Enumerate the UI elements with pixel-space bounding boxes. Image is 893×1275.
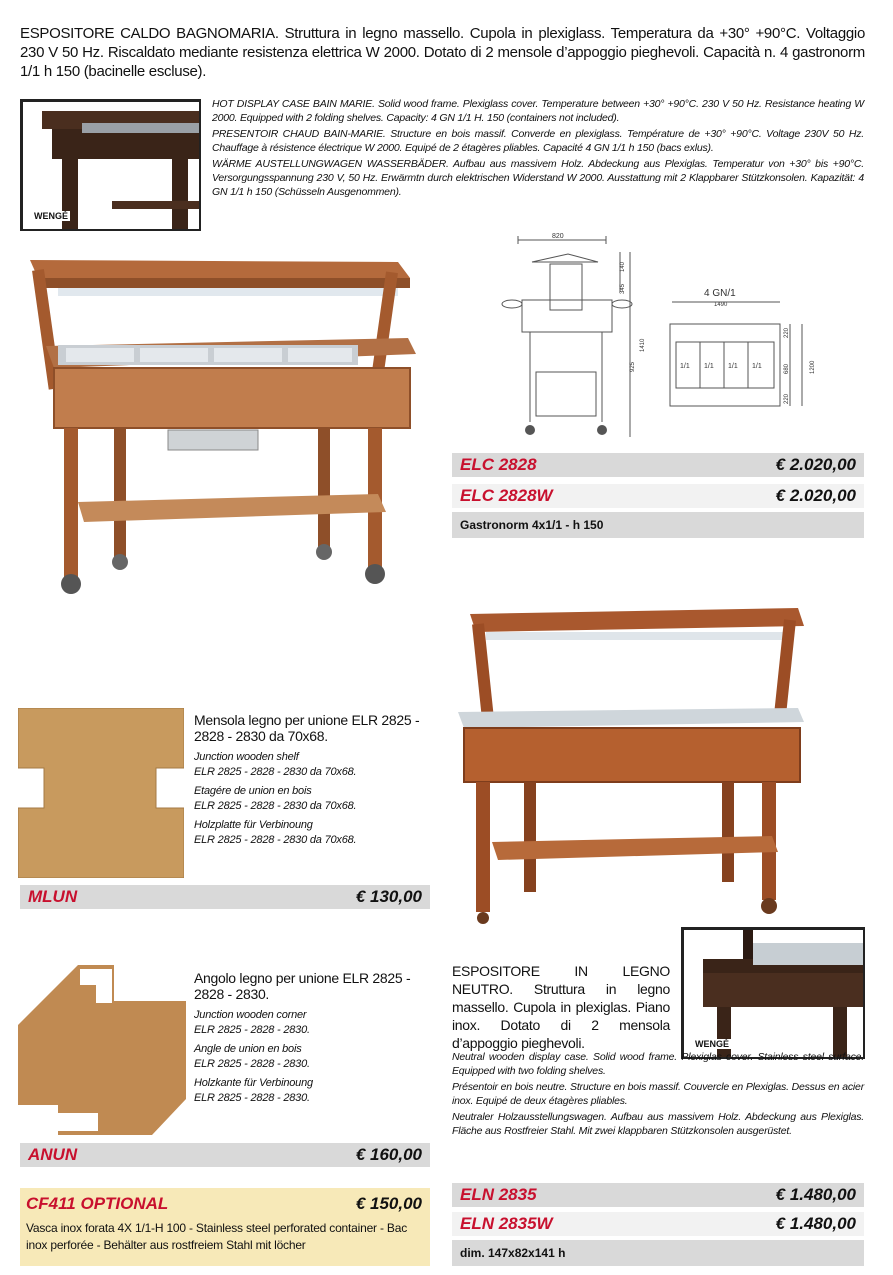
- junction-corner-image: [18, 965, 186, 1135]
- intro-translations: [212, 97, 864, 201]
- wenge-thumbnail-eln: [681, 927, 865, 1059]
- mlun-line: ELR 2825 - 2828 - 2830 da 70x68.: [194, 800, 357, 812]
- price-row-elc-2828w: [452, 484, 864, 508]
- anun-line: ELR 2825 - 2828 - 2830.: [194, 1092, 310, 1104]
- anun-line: Angle de union en bois: [194, 1043, 302, 1055]
- neutral-display-cart-image: [452, 604, 812, 924]
- dim-820: 820: [552, 233, 564, 240]
- product-code: MLUN: [28, 887, 78, 906]
- dim-220-bottom: 220: [784, 393, 790, 404]
- mlun-line: Etagére de union en bois: [194, 785, 312, 797]
- anun-line: ELR 2825 - 2828 - 2830.: [194, 1024, 310, 1036]
- price-row-eln-2835: [452, 1183, 864, 1207]
- elc-note: Gastronorm 4x1/1 - h 150: [460, 518, 604, 532]
- price-row-eln-2835w: [452, 1212, 864, 1236]
- dim-1410: 1410: [640, 338, 646, 352]
- dim-925: 925: [630, 361, 636, 372]
- translation-de: WÄRME AUSTELLUNGWAGEN WASSERBÄDER. Aufbau aus massivem Holz. Abdeckung aus Plexiglas. Temperatur von +30° bis +90°C. Versorgungsspannung 230 V, 50 Hz. Erwärmtn durch elektrischen Widerstand W 2000. Ausstattung mit 2 Klappbarer Stützkonsolen. Kapazität: 4 GN 1/1 h 150 (Schüsseln Ausgenommen).: [212, 158, 864, 198]
- wenge-label: WENGÉ: [695, 1039, 730, 1049]
- product-code: ANUN: [28, 1145, 78, 1164]
- gn-label: 4 GN/1: [704, 288, 736, 299]
- product-price: € 160,00: [355, 1145, 422, 1164]
- dim-1200: 1200: [810, 360, 816, 374]
- product-code: ELN 2835W: [460, 1214, 553, 1233]
- product-code: ELN 2835: [460, 1185, 537, 1204]
- product-price: € 1.480,00: [775, 1214, 856, 1233]
- eln-description: ESPOSITORE IN LEGNO NEUTRO. Struttura in legno massello. Cupola in plexiglas. Piano inox. Dotato di 2 mensola d’appoggio pieghevoli.: [452, 963, 670, 1051]
- intro-description: ESPOSITORE CALDO BAGNOMARIA. Struttura in legno massello. Cupola in plexiglass. Temperatura da +30° +90°C. Voltaggio 230 V 50 Hz. Riscaldato mediante resistenza elettrica W 2000. Dotato di 2 mensole d’appoggio pieghevoli. Capacità n. 4 gastronorm 1/1 h 150 (bacinelle escluse).: [20, 25, 865, 80]
- junction-shelf-image: [18, 708, 184, 878]
- translation-de: Neutraler Holzausstellungswagen. Aufbau aus massivem Holz. Abdeckung aus Plexiglas. Fläche aus Rostfreier Stahl. Mit zwei klappbaren Stützkonsolen ausgerüstet.: [452, 1111, 864, 1137]
- translation-fr: PRESENTOIR CHAUD BAIN-MARIE. Structure en bois massif. Converde en plexiglass. Température de +30° +90°C. Voltage 230V 50 Hz. Chauffage à résistence électrique W 2000. Equipé de 2 étagères pliables. Capacité 4 GN 1/1 h 150 (bacs exlus).: [212, 128, 864, 154]
- mlun-text: [194, 712, 434, 848]
- eln-note: dim. 147x82x141 h: [460, 1246, 566, 1260]
- price-row-elc-2828: [452, 453, 864, 477]
- wenge-label: WENGÉ: [34, 211, 69, 221]
- anun-text: [194, 970, 434, 1106]
- optional-price: € 150,00: [355, 1194, 422, 1213]
- anun-line: Holzkante für Verbinoung: [194, 1077, 313, 1089]
- mlun-title: Mensola legno per unione ELR 2825 - 2828 - 2830 da 70x68.: [194, 712, 420, 744]
- translation-en: HOT DISPLAY CASE BAIN MARIE. Solid wood frame. Plexiglass cover. Temperature between +30° +90°C. 230 V 50 Hz. Resistance heating W 2000. Equipped with 2 folding shelves. Capacity: 4 GN 1/1 H. 150 (containers not included).: [212, 98, 864, 124]
- gn-cell: 1/1: [728, 363, 738, 370]
- price-row-mlun: [20, 885, 430, 909]
- product-price: € 2.020,00: [775, 486, 856, 505]
- dim-220: 220: [784, 327, 790, 338]
- translation-fr: Présentoir en bois neutre. Structure en bois massif. Couvercle en Plexiglas. Dessus en acier inox. Equipé de deux étagères pliables.: [452, 1081, 864, 1107]
- dim-680: 680: [784, 363, 790, 374]
- product-price: € 130,00: [355, 887, 422, 906]
- eln-translations: [452, 1050, 864, 1140]
- dim-345: 345: [620, 283, 626, 294]
- product-price: € 1.480,00: [775, 1185, 856, 1204]
- optional-box: [20, 1188, 430, 1266]
- dim-140: 140: [620, 261, 626, 272]
- translation-en: Neutral wooden display case. Solid wood frame. Plexiglas cover. Stainless steel surface. Equipped with two folding shelves.: [452, 1051, 864, 1077]
- technical-drawing-front: [492, 232, 662, 442]
- bain-marie-cart-image: [18, 250, 418, 610]
- gn-cell: 1/1: [680, 363, 690, 370]
- anun-line: ELR 2825 - 2828 - 2830.: [194, 1058, 310, 1070]
- optional-description: Vasca inox forata 4X 1/1-H 100 - Stainless steel perforated container - Bac inox perforée - Behälter aus rostfreiem Stahl mit löcher: [26, 1221, 407, 1252]
- mlun-line: ELR 2825 - 2828 - 2830 da 70x68.: [194, 834, 357, 846]
- product-price: € 2.020,00: [775, 455, 856, 474]
- dim-1490: 1490: [714, 302, 728, 308]
- optional-code: CF411 OPTIONAL: [26, 1194, 169, 1213]
- mlun-line: Holzplatte für Verbinoung: [194, 819, 313, 831]
- mlun-line: ELR 2825 - 2828 - 2830 da 70x68.: [194, 766, 357, 778]
- product-code: ELC 2828: [460, 455, 537, 474]
- gn-cell: 1/1: [752, 363, 762, 370]
- mlun-line: Junction wooden shelf: [194, 751, 299, 763]
- gn-cell: 1/1: [704, 363, 714, 370]
- price-row-anun: [20, 1143, 430, 1167]
- anun-line: Junction wooden corner: [194, 1009, 307, 1021]
- product-code: ELC 2828W: [460, 486, 553, 505]
- technical-drawing-top: [662, 284, 822, 414]
- wenge-thumbnail: [20, 99, 201, 231]
- anun-title: Angolo legno per unione ELR 2825 - 2828 - 2830.: [194, 970, 411, 1002]
